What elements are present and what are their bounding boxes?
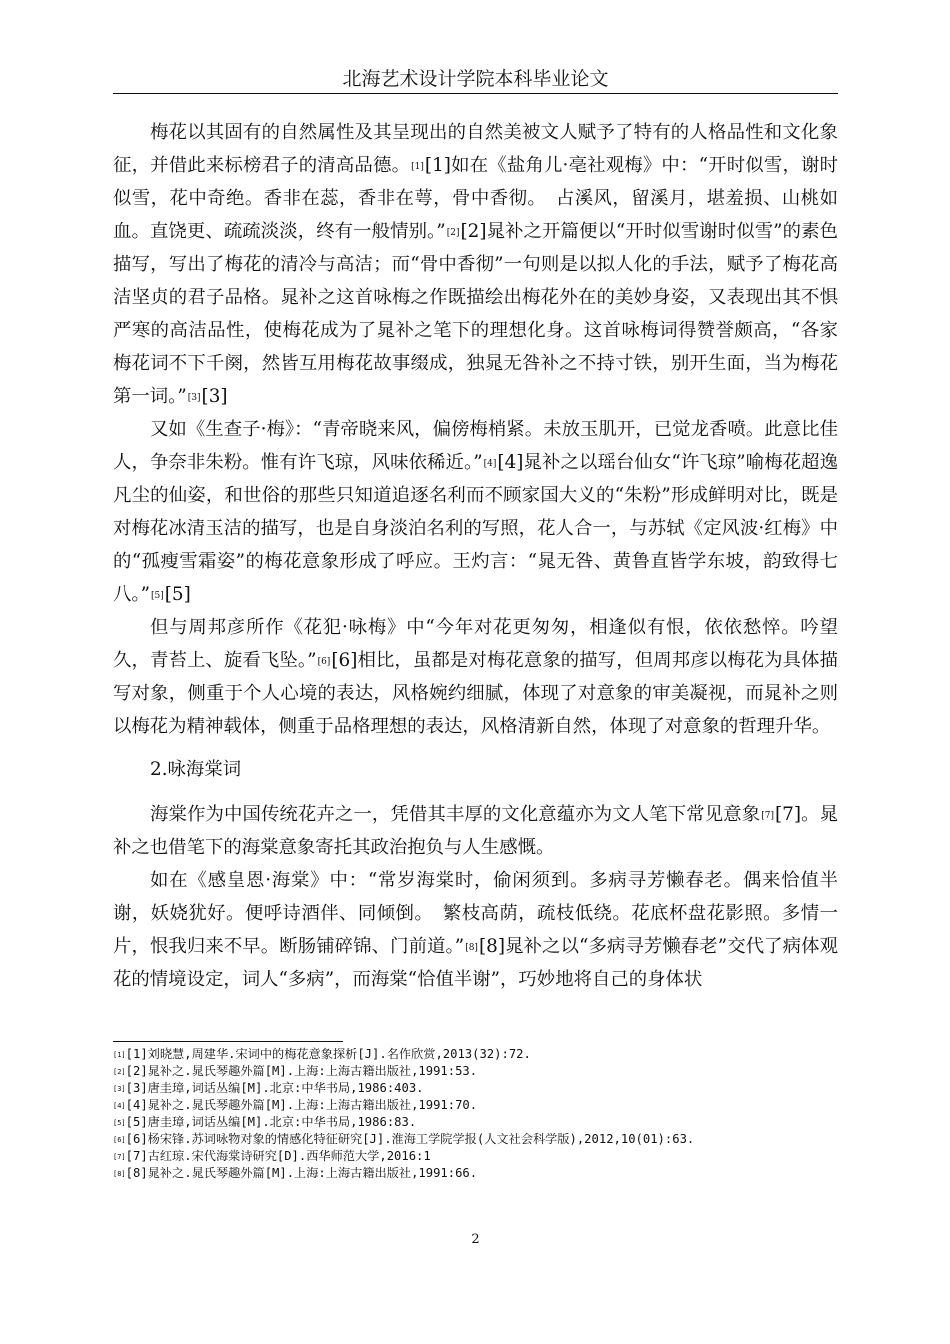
- citation-marker[interactable]: [2]: [446, 228, 460, 238]
- footnote-item: [113, 1046, 753, 1063]
- text-run: 又如《生查子·梅》：“青帝晓来风，偏傍梅梢紧。未放玉肌开，已觉龙香喷。此意比佳人，争奈非朱粉。惟有许飞琼，风味依稀近。”: [113, 419, 838, 473]
- text-run: [5]: [164, 584, 191, 605]
- footnote-marker: [8]: [113, 1170, 126, 1178]
- paragraph-plum-2: [113, 413, 838, 611]
- page-number: 2: [471, 1232, 480, 1247]
- citation-marker[interactable]: [8]: [465, 943, 478, 953]
- footnote-text: [4]晁补之.晁氏琴趣外篇[M].上海:上海古籍出版社,1991:70.: [125, 1098, 478, 1112]
- footnote-text: [6]杨宋锋.苏词咏物对象的情感化特征研究[J].淮海工学院学报(人文社会科学版),2012,10(01):63.: [125, 1132, 695, 1146]
- footnote-marker: [5]: [113, 1119, 126, 1127]
- footnote-item: [113, 1097, 753, 1114]
- citation-marker[interactable]: [4]: [483, 459, 497, 469]
- footnote-marker: [4]: [113, 1102, 126, 1110]
- text-run: 如在《感皇恩·海棠》中：“常岁海棠时，偷闲须到。多病寻芳懒春老。偶来恰值半谢，妖娆犹好。便呼诗酒伴、同倾倒。 繁枝高荫，疏枝低绕。花底杯盘花影照。多情一片，恨我归来不早。断肠铺碎锦、门前道。”: [113, 870, 838, 957]
- body-text: [113, 116, 838, 996]
- footnote-marker: [6]: [113, 1136, 126, 1144]
- text-run: [7]。晁补之也借笔下的海棠意象寄托其政治抱负与人生感慨。: [113, 804, 838, 858]
- footnote-marker: [2]: [113, 1068, 126, 1076]
- citation-marker[interactable]: [1]: [411, 162, 424, 172]
- citation-marker[interactable]: [3]: [187, 393, 201, 403]
- citation-marker[interactable]: [5]: [150, 591, 164, 601]
- footnote-text: [7]古红琼.宋代海棠诗研究[D].西华师范大学,2016:1: [125, 1149, 431, 1163]
- footnote-item: [113, 1114, 753, 1131]
- citation-marker[interactable]: [6]: [317, 657, 331, 667]
- text-run: [2]晁补之开篇便以“开时似雪谢时似雪”的素色描写，写出了梅花的清冷与高洁；而“骨中香彻”一句则是以拟人化的手法，赋予了梅花高洁坚贞的君子品格。晁补之这首咏梅之作既描绘出梅花外在的美妙身姿，又表现出其不惧严寒的高洁品性，使梅花成为了晁补之笔下的理想化身。这首咏梅词得赞誉颇高，“各家梅花词不下千阕，然皆互用梅花故事缀成，独晁无咎补之不持寸铁，别开生面，当为梅花第一词。”: [113, 221, 838, 407]
- footnote-text: [2]晁补之.晁氏琴趣外篇[M].上海:上海古籍出版社,1991:53.: [125, 1064, 478, 1078]
- text-run: 梅花以其固有的自然属性及其呈现出的自然美被文人赋予了特有的人格品性和文化象征，并借此来标榜君子的清高品德。: [113, 122, 838, 176]
- footnotes: [113, 1046, 753, 1182]
- footnote-separator: [113, 1041, 343, 1042]
- header-rule: [113, 93, 838, 94]
- footnote-item: [113, 1165, 753, 1182]
- text-run: [6]相比，虽都是对梅花意象的描写，但周邦彦以梅花为具体描写对象，侧重于个人心境的表达，风格婉约细腻，体现了对意象的审美凝视，而晁补之则以梅花为精神载体，侧重于品格理想的表达，风格清新自然，体现了对意象的哲理升华。: [113, 650, 839, 737]
- text-run: 海棠作为中国传统花卉之一，凭借其丰厚的文化意蕴亦为文人笔下常见意象: [150, 804, 761, 825]
- paragraph-plum-3: [113, 611, 838, 743]
- running-header: 北海艺术设计学院本科毕业论文: [342, 68, 609, 90]
- footnote-marker: [7]: [113, 1153, 126, 1161]
- footnote-item: [113, 1131, 753, 1148]
- citation-marker[interactable]: [7]: [761, 811, 774, 821]
- footnote-text: [3]唐圭璋,词话丛编[M].北京:中华书局,1986:403.: [125, 1081, 424, 1095]
- footnote-text: [8]晁补之.晁氏琴趣外篇[M].上海:上海古籍出版社,1991:66.: [125, 1166, 478, 1180]
- footnote-item: [113, 1148, 753, 1165]
- paragraph-begonia-2: [113, 864, 838, 996]
- text-run: [1]如在《盐角儿·亳社观梅》中：“开时似雪，谢时似雪，花中奇绝。香非在蕊，香非在萼，骨中香彻。 占溪风，留溪月，堪羞损、山桃如血。直饶更、疏疏淡淡，终有一般情别。”: [113, 155, 838, 242]
- footnote-marker: [3]: [113, 1085, 126, 1093]
- footnote-marker: [1]: [113, 1051, 126, 1059]
- text-run: 但与周邦彦所作《花犯·咏梅》中“今年对花更匆匆，相逢似有恨，依依愁悴。吟望久，青苔上、旋看飞坠。”: [113, 617, 838, 671]
- text-run: [3]: [201, 386, 228, 407]
- footnote-item: [113, 1063, 753, 1080]
- footnote-text: [1]刘晓慧,周建华.宋词中的梅花意象探析[J].名作欣赏,2013(32):72.: [125, 1047, 531, 1061]
- paragraph-begonia-1: [113, 798, 838, 864]
- text-run: [8]晁补之以“多病寻芳懒春老”交代了病体观花的情境设定，词人“多病”，而海棠“恰值半谢”，巧妙地将自己的身体状: [113, 936, 838, 990]
- section-heading: 2.咏海棠词: [150, 759, 242, 780]
- text-run: [4]晁补之以瑶台仙女“许飞琼”喻梅花超逸凡尘的仙姿，和世俗的那些只知道追逐名利而不顾家国大义的“朱粉”形成鲜明对比，既是对梅花冰清玉洁的描写，也是自身淡泊名利的写照，花人合一，与苏轼《定风波·红梅》中的“孤瘦雪霜姿”的梅花意象形成了呼应。王灼言：“晁无咎、黄鲁直皆学东坡，韵致得七八。”: [113, 452, 839, 605]
- footnote-item: [113, 1080, 753, 1097]
- paragraph-plum-1: [113, 116, 838, 413]
- footnote-text: [5]唐圭璋,词话丛编[M].北京:中华书局,1986:83.: [125, 1115, 417, 1129]
